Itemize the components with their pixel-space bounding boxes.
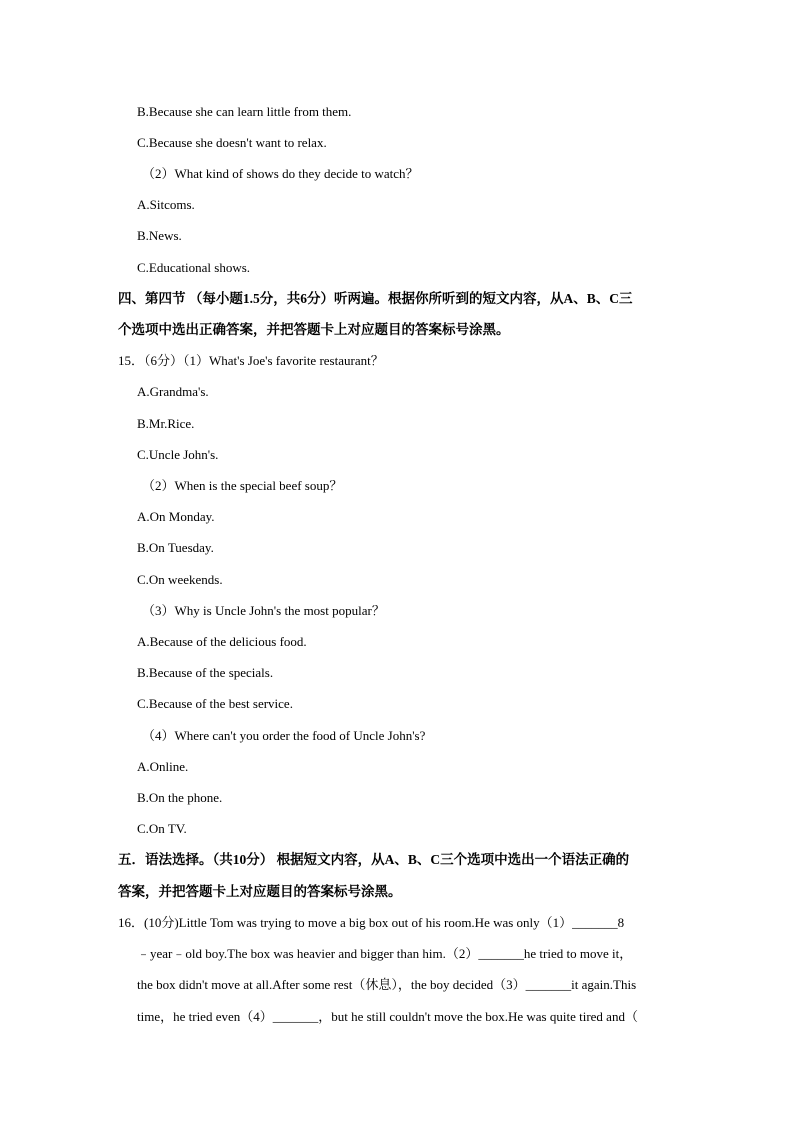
question-stem: 15．（6分）（1）What's Joe's favorite restaurant？: [118, 353, 384, 368]
option-a: A.Online.: [137, 759, 189, 774]
passage-line: time，he tried even（4）_______，but he still couldn't move the box.He was quite tired and（: [137, 1009, 638, 1024]
option-b: B.Mr.Rice.: [137, 416, 195, 431]
option-a: A.On Monday.: [137, 509, 215, 524]
option-c: C.Because she doesn't want to relax.: [137, 135, 327, 150]
option-c: C.On TV.: [137, 821, 187, 836]
option-a: A.Because of the delicious food.: [137, 634, 307, 649]
option-a: A.Grandma's.: [137, 384, 209, 399]
section-heading-cont: 个选项中选出正确答案，并把答题卡上对应题目的答案标号涂黑。: [118, 322, 510, 337]
option-a: A.Sitcoms.: [137, 197, 195, 212]
sub-question-stem: （2）What kind of shows do they decide to watch？: [142, 166, 419, 181]
option-b: B.On the phone.: [137, 790, 223, 805]
passage-line: ﹣year﹣old boy.The box was heavier and bigger than him.（2）_______he tried to move it，: [137, 946, 633, 961]
passage-line: 16．(10分)Little Tom was trying to move a big box out of his room.He was only（1）_______8: [118, 915, 625, 930]
sub-question-stem: （3）Why is Uncle John's the most popular？: [142, 603, 385, 618]
option-c: C.Uncle John's.: [137, 447, 219, 462]
option-b: B.On Tuesday.: [137, 540, 214, 555]
option-c: C.Because of the best service.: [137, 696, 293, 711]
sub-question-stem: （2）When is the special beef soup？: [142, 478, 343, 493]
passage-line: the box didn't move at all.After some rest（休息），the boy decided（3）_______it again.This: [137, 977, 637, 992]
option-b: B.News.: [137, 228, 182, 243]
section-heading-cont: 答案，并把答题卡上对应题目的答案标号涂黑。: [118, 884, 402, 899]
option-c: C.On weekends.: [137, 572, 223, 587]
option-b: B.Because of the specials.: [137, 665, 274, 680]
section-heading: 四、第四节 （每小题1.5分，共6分）听两遍。根据你所听到的短文内容，从A、B、C三: [118, 291, 633, 306]
option-c: C.Educational shows.: [137, 260, 251, 275]
option-b: B.Because she can learn little from them.: [137, 104, 352, 119]
sub-question-stem: （4）Where can't you order the food of Uncle John's?: [142, 728, 426, 743]
section-heading: 五．语法选择。（共10分） 根据短文内容，从A、B、C三个选项中选出一个语法正确的: [118, 852, 630, 867]
